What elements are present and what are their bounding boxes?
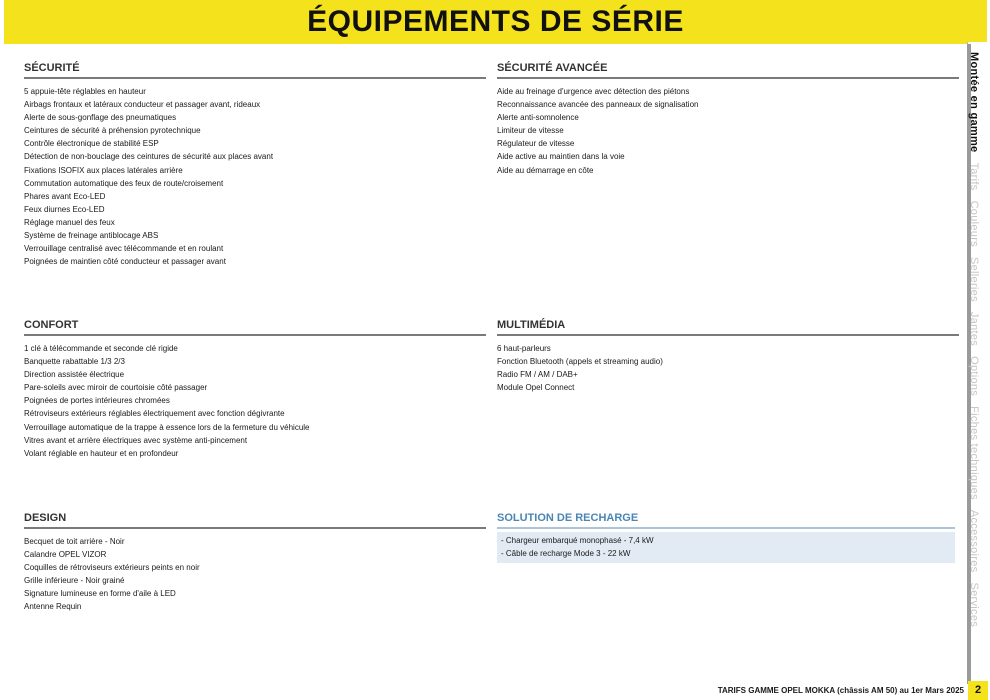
section-title: MULTIMÉDIA (497, 319, 959, 336)
feature-item: Détection de non-bouclage des ceintures de sécurité aux places avant (24, 152, 274, 162)
section-multimedia (497, 319, 959, 394)
recharge-box (497, 532, 955, 563)
feature-item: Becquet de toit arrière - Noir (24, 537, 125, 546)
feature-item: Vitres avant et arrière électriques avec système anti-pincement (24, 435, 248, 445)
feature-item: 1 clé à télécommande et seconde clé rigide (24, 344, 178, 353)
feature-item: Système de freinage antiblocage ABS (24, 231, 159, 241)
section-securite (24, 62, 486, 268)
sidebar-tab-mont-e-en-gamme[interactable]: Montée en gamme (968, 52, 980, 153)
feature-item: Reconnaissance avancée des panneaux de signalisation (497, 100, 699, 110)
feature-item: Fonction Bluetooth (appels et streaming audio) (497, 357, 663, 367)
feature-item: Grille inférieure - Noir grainé (24, 576, 125, 586)
page-number: 2 (968, 681, 988, 700)
feature-list (24, 535, 486, 614)
section-title: SÉCURITÉ (24, 62, 486, 79)
feature-item: Volant réglable en hauteur et en profondeur (24, 448, 179, 458)
title-banner (4, 0, 987, 44)
feature-item: Ceintures de sécurité à préhension pyrotechnique (24, 126, 201, 136)
feature-item: Aide active au maintien dans la voie (497, 152, 625, 162)
sidebar-tab-options[interactable]: Options (968, 356, 980, 397)
feature-item: Commutation automatique des feux de route/croisement (24, 178, 224, 188)
feature-item: 5 appuie-tête réglables en hauteur (24, 87, 146, 96)
feature-item: Banquette rabattable 1/3 2/3 (24, 357, 125, 367)
feature-item: Alerte anti-somnolence (497, 113, 579, 123)
feature-item: Phares avant Eco-LED (24, 191, 106, 201)
footer-text: TARIFS GAMME OPEL MOKKA (châssis AM 50) au 1er Mars 2025 (717, 686, 964, 695)
page-title: ÉQUIPEMENTS DE SÉRIE (307, 5, 684, 38)
feature-item: Limiteur de vitesse (497, 126, 564, 136)
feature-item: Verrouillage automatique de la trappe à essence lors de la fermeture du véhicule (24, 422, 310, 432)
feature-item: Aide au freinage d'urgence avec détection des piétons (497, 87, 690, 96)
feature-item: Feux diurnes Eco-LED (24, 204, 105, 214)
feature-item: 6 haut-parleurs (497, 344, 551, 353)
feature-item: Direction assistée électrique (24, 370, 125, 380)
feature-item: Airbags frontaux et latéraux conducteur et passager avant, rideaux (24, 100, 261, 110)
section-securite-avancee (497, 62, 959, 177)
section-title: CONFORT (24, 319, 486, 336)
section-confort (24, 319, 486, 460)
feature-list (24, 85, 486, 268)
sidebar-tabs (968, 52, 980, 637)
feature-item: Module Opel Connect (497, 383, 575, 393)
sidebar-tab-fiches-techniques[interactable]: Fiches techniques (968, 406, 980, 500)
feature-list (497, 85, 959, 177)
sidebar-tab-jantes[interactable]: Jantes (968, 311, 980, 347)
sidebar-tab-services[interactable]: Services (968, 582, 980, 628)
feature-item: Poignées de portes intérieures chromées (24, 396, 170, 406)
feature-item: Réglage manuel des feux (24, 217, 115, 227)
sidebar-tab-selleries[interactable]: Selleries (968, 256, 980, 302)
feature-item: Pare-soleils avec miroir de courtoisie côté passager (24, 383, 208, 393)
feature-item: Alerte de sous-gonflage des pneumatiques (24, 113, 177, 123)
section-design (24, 512, 486, 614)
feature-item: Radio FM / AM / DAB+ (497, 370, 578, 380)
feature-item: Poignées de maintien côté conducteur et passager avant (24, 257, 226, 267)
section-title: DESIGN (24, 512, 486, 529)
feature-item: Aide au démarrage en côte (497, 165, 594, 175)
feature-item: Antenne Requin (24, 602, 82, 612)
feature-item: Contrôle électronique de stabilité ESP (24, 139, 159, 149)
feature-item: - Chargeur embarqué monophasé - 7,4 kW (501, 536, 654, 545)
feature-item: Calandre OPEL VIZOR (24, 550, 107, 560)
feature-list (497, 342, 959, 394)
feature-item: Verrouillage centralisé avec télécommande et en roulant (24, 244, 224, 254)
section-title: SOLUTION DE RECHARGE (497, 512, 955, 529)
feature-item: - Câble de recharge Mode 3 - 22 kW (501, 549, 631, 559)
section-recharge (497, 512, 955, 563)
sidebar-tab-tarifs[interactable]: Tarifs (968, 162, 980, 191)
sidebar-tab-accessoires[interactable]: Accessoires (968, 509, 980, 573)
sidebar-tab-couleurs[interactable]: Couleurs (968, 200, 980, 247)
feature-item: Fixations ISOFIX aux places latérales arrière (24, 165, 183, 175)
feature-item: Coquilles de rétroviseurs extérieurs peints en noir (24, 563, 200, 573)
section-title: SÉCURITÉ AVANCÉE (497, 62, 959, 79)
feature-list (501, 534, 951, 560)
feature-list (24, 342, 486, 460)
feature-item: Rétroviseurs extérieurs réglables électriquement avec fonction dégivrante (24, 409, 285, 419)
feature-item: Signature lumineuse en forme d'aile à LED (24, 589, 176, 599)
feature-item: Régulateur de vitesse (497, 139, 575, 149)
